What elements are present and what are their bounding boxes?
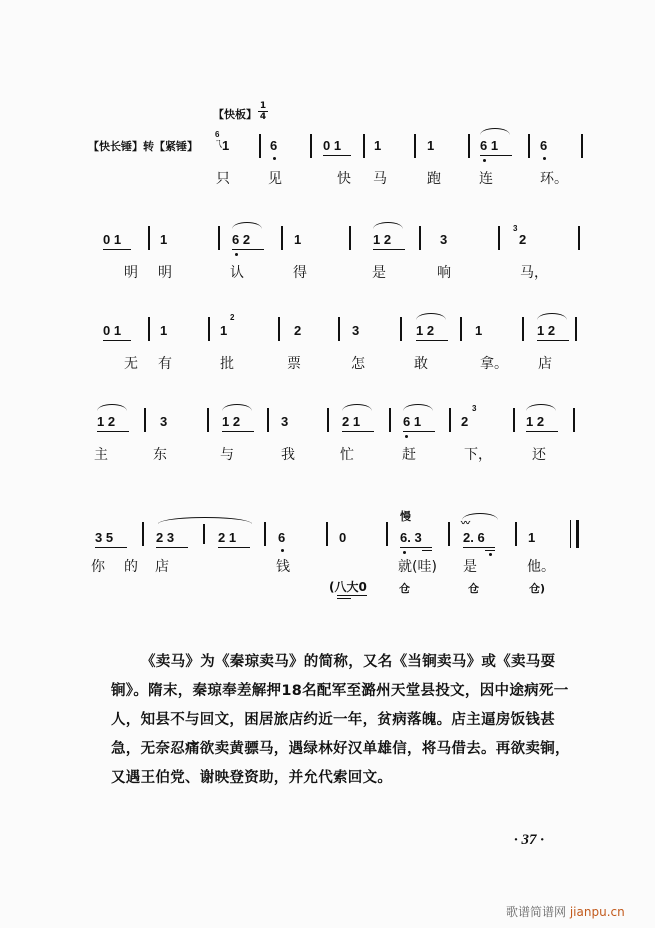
description-text: 《卖马》为《秦琼卖马》的简称，又名《当锏卖马》或《卖马耍锏》。隋末，秦琼奉差解押18名配军至潞州天堂县投文，因中途病死一人，知县不与回文，困居旅店约近一年，贫病落魄。店主逼房饭钱甚急，无奈忍痛欲卖黄骠马，遇绿林好汉单雄信，将马借去。再欲卖锏，又遇王伯党、谢映登资助，并允代索回文。 xyxy=(111,654,570,786)
note: 1 xyxy=(160,232,168,247)
lyric: 店 xyxy=(155,559,169,575)
low-octave-dot xyxy=(235,253,238,256)
underline xyxy=(373,249,405,250)
barline xyxy=(207,408,209,432)
note: 3 5 xyxy=(95,530,114,545)
watermark-site-name: 歌谱简谱网 xyxy=(506,905,567,919)
barline xyxy=(528,134,530,158)
barline xyxy=(148,226,150,250)
slur xyxy=(222,404,252,411)
slur xyxy=(416,313,446,320)
barline xyxy=(522,317,524,341)
barline xyxy=(281,226,283,250)
barline xyxy=(468,134,470,158)
underline xyxy=(156,547,188,548)
lyric: 你 xyxy=(91,559,105,575)
low-octave-dot xyxy=(489,553,492,556)
lyric: 是 xyxy=(372,265,386,281)
barline xyxy=(386,522,388,546)
barline xyxy=(142,522,144,546)
underline xyxy=(218,547,250,548)
note: 6 1 xyxy=(480,138,499,153)
barline xyxy=(414,134,416,158)
barline xyxy=(310,134,312,158)
lyric: 我 xyxy=(281,447,295,463)
note: 1 xyxy=(160,323,168,338)
note: 1 xyxy=(222,138,230,153)
note: 2 1 xyxy=(218,530,237,545)
lyric: 只 xyxy=(216,171,230,187)
note: 1 2 xyxy=(537,323,556,338)
underline xyxy=(222,431,254,432)
underline xyxy=(97,431,129,432)
lyric: 连 xyxy=(479,171,493,187)
slur xyxy=(526,404,556,411)
lyric: 敢 xyxy=(414,356,428,372)
lyric: 东 xyxy=(153,447,167,463)
note: 2 xyxy=(294,323,302,338)
barline xyxy=(581,134,583,158)
note: 1 xyxy=(475,323,483,338)
grace-mark: ㄟ xyxy=(213,137,224,150)
lyric: 下， xyxy=(464,447,492,463)
barline xyxy=(400,317,402,341)
underline xyxy=(485,550,495,551)
lyric: 还 xyxy=(532,447,546,463)
lyric: 环。 xyxy=(540,171,568,187)
lyric: 就(哇) xyxy=(398,559,437,575)
lyric: 赶 xyxy=(402,447,416,463)
lyric: 无 xyxy=(124,356,138,372)
note: 1 xyxy=(220,323,228,338)
slur xyxy=(158,517,252,524)
barline xyxy=(259,134,261,158)
underline xyxy=(463,547,495,548)
barline xyxy=(419,226,421,250)
lyric: 响 xyxy=(437,265,451,281)
barline xyxy=(389,408,391,432)
lyric: 见 xyxy=(268,171,282,187)
underline xyxy=(95,547,127,548)
underline xyxy=(403,431,435,432)
underline xyxy=(337,598,351,599)
underline xyxy=(537,340,569,341)
note: 2 1 xyxy=(342,414,361,429)
underline xyxy=(342,431,374,432)
note: 6 xyxy=(540,138,548,153)
note: 3 xyxy=(440,232,448,247)
barline xyxy=(326,522,328,546)
barline xyxy=(327,408,329,432)
note: 3 xyxy=(352,323,360,338)
lyric: 店 xyxy=(538,356,552,372)
slur xyxy=(97,404,127,411)
lyric: 快 xyxy=(337,171,351,187)
lyric: 与 xyxy=(220,447,234,463)
underline xyxy=(103,340,131,341)
lyric: 票 xyxy=(287,356,301,372)
lyric: 明 xyxy=(124,265,138,281)
watermark-url: jianpu.cn xyxy=(569,905,625,919)
lyric: 得 xyxy=(293,265,307,281)
barline xyxy=(573,408,575,432)
low-octave-dot xyxy=(483,159,486,162)
grace-note: 3 xyxy=(513,224,518,233)
percussion-beat: 仓 xyxy=(399,582,410,595)
trill-mark: 〰 xyxy=(461,519,471,529)
note: 1 2 xyxy=(416,323,435,338)
final-barline xyxy=(570,520,579,548)
low-octave-dot xyxy=(273,157,276,160)
percussion-start: (八大0 xyxy=(329,580,367,594)
grace-note: 6 xyxy=(215,130,220,139)
page-number: · 37 · xyxy=(514,832,544,848)
underline xyxy=(480,155,512,156)
lyric: 马， xyxy=(520,265,548,281)
barline xyxy=(448,522,450,546)
low-octave-dot xyxy=(403,551,406,554)
barline xyxy=(349,226,351,250)
barline xyxy=(515,522,517,546)
underline xyxy=(337,595,367,596)
note: 3 xyxy=(281,414,289,429)
lyric: 他。 xyxy=(527,559,555,575)
note: 6 2 xyxy=(232,232,251,247)
note: 0 1 xyxy=(103,232,122,247)
note: 2. 6 xyxy=(463,530,485,545)
barline xyxy=(264,522,266,546)
low-octave-dot xyxy=(543,157,546,160)
watermark xyxy=(506,903,625,920)
barline xyxy=(338,317,340,341)
note: 6 xyxy=(270,138,278,153)
percussion-end: 仓) xyxy=(529,582,546,595)
percussion-beat: 仓 xyxy=(468,582,479,595)
slur xyxy=(373,222,403,229)
lyric: 明 xyxy=(158,265,172,281)
underline xyxy=(323,155,351,156)
note: 1 2 xyxy=(222,414,241,429)
grace-note: 2 xyxy=(230,313,235,322)
barline xyxy=(218,226,220,250)
underline xyxy=(526,431,558,432)
underline xyxy=(400,547,432,548)
barline xyxy=(513,408,515,432)
note: 1 xyxy=(427,138,435,153)
note: 6. 3 xyxy=(400,530,422,545)
tempo-marking: 【快板】 xyxy=(213,108,257,121)
note: 1 xyxy=(374,138,382,153)
lyric: 怎 xyxy=(351,356,365,372)
note: 0 1 xyxy=(323,138,342,153)
lyric: 跑 xyxy=(427,171,441,187)
note: 1 2 xyxy=(97,414,116,429)
lyric: 的 xyxy=(124,559,138,575)
barline xyxy=(498,226,500,250)
underline xyxy=(232,249,264,250)
slur xyxy=(403,404,433,411)
barline xyxy=(449,408,451,432)
slur xyxy=(342,404,372,411)
barline xyxy=(208,317,210,341)
grace-note: 3 xyxy=(472,404,477,413)
note: 2 xyxy=(461,414,469,429)
note: 3 xyxy=(160,414,168,429)
barline xyxy=(278,317,280,341)
underline xyxy=(422,550,432,551)
barline xyxy=(578,226,580,250)
underline xyxy=(416,340,448,341)
lyric: 认 xyxy=(230,265,244,281)
slow-annotation: 慢 xyxy=(400,510,411,523)
lyric: 钱 xyxy=(276,559,290,575)
slur xyxy=(232,222,262,229)
note: 1 2 xyxy=(526,414,545,429)
note: 0 1 xyxy=(103,323,122,338)
note: 0 xyxy=(339,530,347,545)
barline xyxy=(575,317,577,341)
note: 2 3 xyxy=(156,530,175,545)
lyric: 主 xyxy=(94,447,108,463)
time-signature: 1 4 xyxy=(259,101,267,122)
note: 1 xyxy=(294,232,302,247)
underline xyxy=(103,249,131,250)
lyric: 批 xyxy=(220,356,234,372)
note: 1 xyxy=(528,530,536,545)
note: 6 xyxy=(278,530,286,545)
barline xyxy=(267,408,269,432)
barline xyxy=(148,317,150,341)
barline xyxy=(144,408,146,432)
description-paragraph xyxy=(111,648,581,793)
note: 6 1 xyxy=(403,414,422,429)
banzhi-label: 【快长锤】转【紧锤】 xyxy=(88,140,198,153)
barline xyxy=(460,317,462,341)
low-octave-dot xyxy=(281,549,284,552)
slur xyxy=(537,313,567,320)
lyric: 拿。 xyxy=(480,356,508,372)
lyric: 马 xyxy=(373,171,387,187)
note: 2 xyxy=(519,232,527,247)
low-octave-dot xyxy=(405,435,408,438)
barline xyxy=(363,134,365,158)
lyric: 是 xyxy=(463,559,477,575)
lyric: 有 xyxy=(158,356,172,372)
note: 1 2 xyxy=(373,232,392,247)
slur xyxy=(480,128,510,135)
lyric: 忙 xyxy=(340,447,354,463)
barline xyxy=(203,524,205,544)
